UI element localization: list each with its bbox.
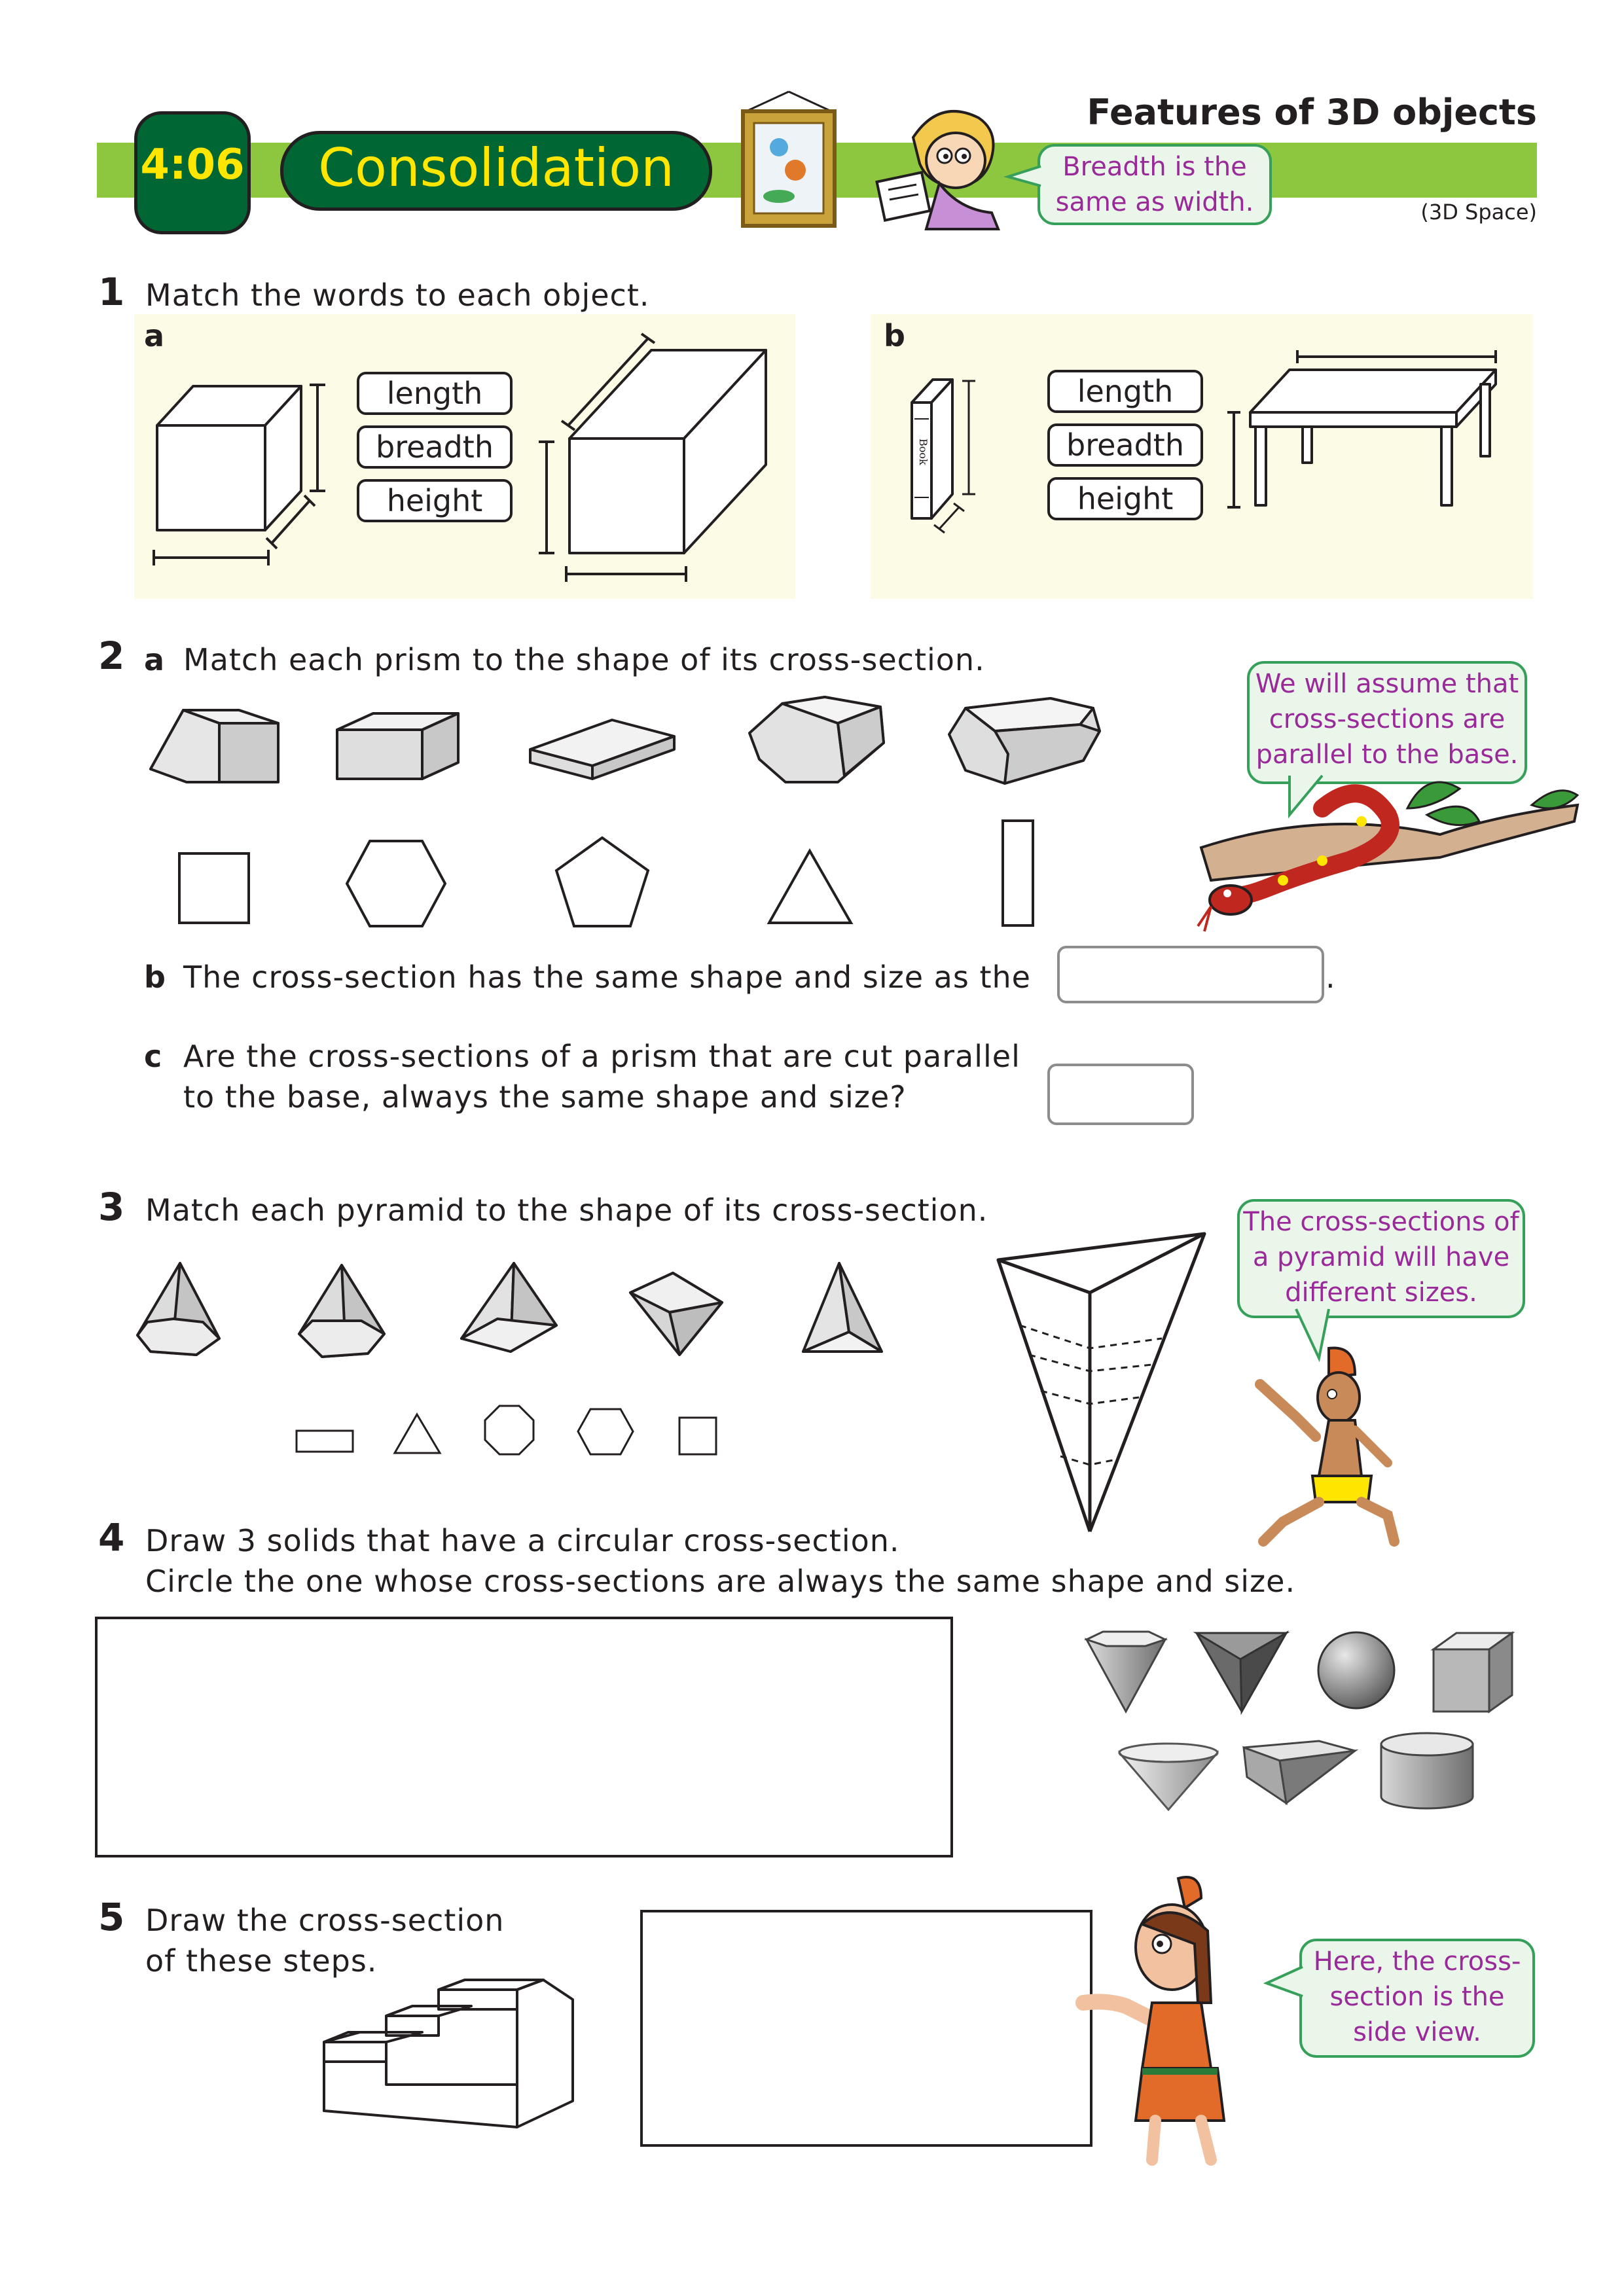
q3-text: Match each pyramid to the shape of its cross-section. — [145, 1193, 988, 1228]
q2b-text: The cross-section has the same shape and size as the — [183, 960, 1031, 995]
cross-section-thin-rectangle — [1000, 818, 1036, 929]
tip-breadth-bubble: Breadth is the same as width. — [1038, 144, 1272, 225]
q2c-line1: Are the cross-sections of a prism that are cut parallel — [183, 1039, 1020, 1074]
q2b-end: . — [1326, 960, 1336, 995]
pyramid-cross-section-triangle — [393, 1412, 442, 1455]
tip-steps-tail — [1267, 1964, 1303, 2003]
pyramid-hexagonal — [296, 1262, 388, 1360]
q1a-letter: a — [144, 318, 166, 353]
cross-section-pentagon — [553, 834, 651, 929]
rect-prism-diagram — [537, 331, 779, 586]
pointing-boy-icon — [1080, 1872, 1250, 2166]
q4-number: 4 — [98, 1515, 125, 1560]
q1a-word-height[interactable]: height — [357, 479, 513, 522]
q4-drawing-area[interactable] — [95, 1617, 953, 1857]
egyptian-figure-icon — [1257, 1345, 1407, 1548]
prism-flat-slab — [527, 713, 681, 785]
pyramid-pentagonal — [134, 1260, 226, 1361]
inverted-pyramid-cross-sections-diagram — [995, 1230, 1211, 1538]
q1-text: Match the words to each object. — [145, 278, 650, 313]
q1b-word-length[interactable]: length — [1047, 370, 1203, 413]
lesson-title: Consolidation — [318, 137, 674, 198]
strand-label: (3D Space) — [1420, 200, 1537, 224]
q2b-letter: b — [144, 960, 166, 995]
prism-rectangular — [334, 707, 465, 785]
lesson-code: 4:06 — [140, 141, 245, 189]
cross-section-square — [177, 851, 252, 926]
solid-cylinder — [1378, 1731, 1476, 1813]
pyramid-cross-section-hexagon — [576, 1407, 635, 1456]
table-diagram — [1224, 350, 1512, 520]
pyramid-inverted — [627, 1266, 725, 1358]
book-spine-text: Book — [917, 439, 929, 465]
q2-number: 2 — [98, 634, 125, 678]
solid-cone — [1116, 1741, 1221, 1813]
prism-triangular — [147, 697, 285, 789]
q1a-word-breadth[interactable]: breadth — [357, 425, 513, 469]
q1b-letter: b — [884, 318, 906, 353]
q1-number: 1 — [98, 270, 125, 314]
book-diagram — [900, 367, 1005, 530]
cross-section-hexagon — [344, 838, 448, 929]
q2a-text: Match each prism to the shape of its cross-section. — [183, 642, 985, 677]
q2c-letter: c — [144, 1039, 163, 1074]
tip-breadth-tail — [1008, 164, 1041, 190]
q1b-word-breadth[interactable]: breadth — [1047, 423, 1203, 467]
tip-steps-bubble: Here, the cross-section is the side view. — [1299, 1939, 1535, 2058]
pyramid-cross-section-octagon — [483, 1404, 535, 1456]
snake-on-branch-icon — [1191, 769, 1584, 939]
cross-section-triangle — [766, 848, 854, 926]
prism-pentagonal — [746, 694, 890, 789]
pyramid-square — [458, 1260, 560, 1355]
q4-line2: Circle the one whose cross-sections are always the same shape and size. — [145, 1564, 1296, 1599]
tip-prism-bubble: We will assume that cross-sections are parallel to the base. — [1247, 661, 1527, 784]
cube-diagram — [141, 367, 337, 576]
q5-line2: of these steps. — [145, 1943, 378, 1979]
q1a-word-length[interactable]: length — [357, 372, 513, 415]
q4-line1: Draw 3 solids that have a circular cross-section. — [145, 1523, 900, 1558]
q2a-letter: a — [144, 642, 166, 677]
pyramid-cross-section-rectangle — [295, 1429, 355, 1455]
solid-cube — [1430, 1630, 1515, 1718]
pyramid-triangular — [800, 1260, 885, 1358]
prism-hexagonal — [946, 695, 1103, 790]
q5-drawing-area[interactable] — [640, 1910, 1092, 2147]
framed-picture-icon — [740, 92, 838, 229]
q5-line1: Draw the cross-section — [145, 1903, 505, 1938]
solid-hexagonal-pyramid — [1083, 1630, 1168, 1715]
pyramid-cross-section-square — [677, 1416, 718, 1456]
q2c-line2: to the base, always the same shape and size? — [183, 1079, 907, 1115]
solid-triangular-prism — [1240, 1738, 1358, 1810]
topic-title: Features of 3D objects — [1087, 92, 1537, 133]
q2b-answer-box[interactable] — [1057, 946, 1324, 1003]
steps-diagram — [321, 1970, 579, 2130]
tip-pyramid-bubble: The cross-sections of a pyramid will have different sizes. — [1237, 1199, 1525, 1318]
q2c-answer-box[interactable] — [1047, 1064, 1194, 1125]
q1b-word-height[interactable]: height — [1047, 477, 1203, 520]
solid-triangular-pyramid — [1195, 1630, 1290, 1715]
q5-number: 5 — [98, 1895, 125, 1939]
solid-sphere — [1316, 1630, 1398, 1712]
q3-number: 3 — [98, 1185, 125, 1229]
